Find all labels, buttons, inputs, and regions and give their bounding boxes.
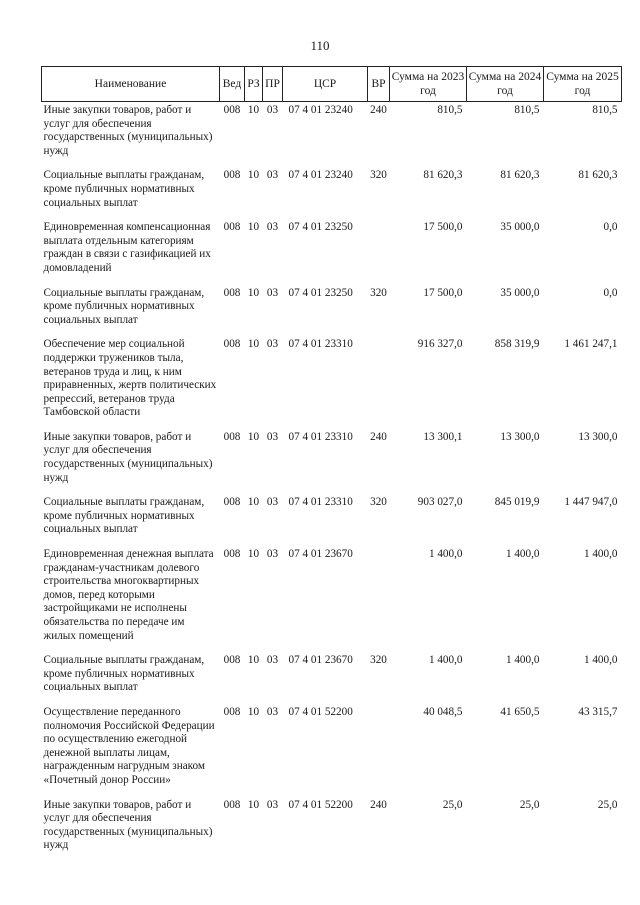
row-ved: 008 [223, 104, 241, 116]
row-sum-2024: 13 300,0 [500, 430, 540, 443]
row-sum-2023: 1 400,0 [428, 654, 463, 667]
row-pr: 03 [266, 104, 279, 116]
row-sum-2023: 81 620,3 [423, 169, 463, 182]
header-sum-2023: Сумма на 2023 год [390, 67, 467, 102]
row-rz: 10 [247, 221, 260, 234]
row-vr: 320 [370, 286, 387, 299]
row-name: Иные закупки товаров, работ и услуг для обеспечения государственных (муниципальных) нужд [43, 104, 213, 157]
row-rz: 10 [247, 548, 260, 561]
table-row [42, 102, 622, 170]
row-ved: 008 [223, 705, 241, 718]
row-sum-2023: 810,5 [437, 104, 463, 116]
table-row [42, 706, 622, 799]
header-sum-2024: Сумма на 2024 год [467, 67, 544, 102]
row-vr: 320 [370, 169, 387, 182]
row-sum-2025: 1 400,0 [583, 654, 618, 667]
row-rz: 10 [247, 169, 260, 182]
row-rz: 10 [247, 496, 260, 509]
row-rz: 10 [247, 654, 260, 667]
row-pr: 03 [266, 705, 279, 718]
row-csr: 07 4 01 52200 [288, 705, 353, 718]
table-row [42, 654, 622, 706]
header-csr: ЦСР [283, 67, 368, 102]
row-sum-2025: 1 461 247,1 [564, 338, 618, 351]
row-ved: 008 [223, 338, 241, 351]
row-sum-2025: 43 315,7 [578, 705, 618, 718]
row-sum-2023: 17 500,0 [423, 286, 463, 299]
row-sum-2023: 1 400,0 [428, 548, 463, 561]
budget-table [41, 66, 622, 864]
row-vr [368, 338, 390, 431]
row-csr: 07 4 01 23310 [288, 430, 353, 443]
table-row [42, 496, 622, 548]
row-name: Иные закупки товаров, работ и услуг для обеспечения государственных (муниципальных) нужд [43, 430, 213, 484]
row-ved: 008 [223, 286, 241, 299]
row-name: Социальные выплаты гражданам, кроме публичных нормативных социальных выплат [43, 169, 205, 209]
row-ved: 008 [223, 169, 241, 182]
row-sum-2025: 0,0 [603, 286, 618, 299]
row-ved: 008 [223, 430, 241, 443]
row-sum-2023: 903 027,0 [417, 496, 463, 509]
table-row [42, 431, 622, 496]
row-csr: 07 4 01 23670 [288, 654, 353, 667]
row-sum-2024: 1 400,0 [505, 548, 540, 561]
row-sum-2024: 35 000,0 [500, 221, 540, 234]
row-sum-2023: 13 300,1 [423, 430, 463, 443]
row-rz: 10 [247, 705, 260, 718]
row-csr: 07 4 01 23240 [288, 104, 353, 116]
row-sum-2024: 41 650,5 [500, 705, 540, 718]
row-sum-2025: 13 300,0 [578, 430, 618, 443]
row-csr: 07 4 01 23310 [288, 338, 353, 351]
header-ved: Вед [220, 67, 245, 102]
table-row [42, 338, 622, 431]
row-pr: 03 [266, 496, 279, 509]
table-body [42, 102, 622, 864]
header-sum-2025: Сумма на 2025 год [544, 67, 622, 102]
row-pr: 03 [266, 338, 279, 351]
row-csr: 07 4 01 23240 [288, 169, 353, 182]
row-pr: 03 [266, 169, 279, 182]
row-ved: 008 [223, 221, 241, 234]
row-csr: 07 4 01 52200 [288, 798, 353, 811]
row-pr: 03 [266, 221, 279, 234]
table-row [42, 169, 622, 221]
table-header [42, 67, 622, 102]
row-sum-2024: 858 319,9 [494, 338, 540, 351]
row-vr [368, 221, 390, 286]
row-vr: 240 [370, 430, 387, 443]
row-ved: 008 [223, 654, 241, 667]
row-sum-2025: 1 400,0 [583, 548, 618, 561]
row-name: Социальные выплаты гражданам, кроме публичных нормативных социальных выплат [43, 654, 205, 694]
row-sum-2024: 810,5 [514, 104, 540, 116]
table-row [42, 221, 622, 286]
row-vr: 320 [370, 654, 387, 667]
header-pr: ПР [263, 67, 283, 102]
row-csr: 07 4 01 23250 [288, 286, 353, 299]
row-pr: 03 [266, 798, 279, 811]
row-sum-2024: 25,0 [519, 798, 540, 811]
row-sum-2023: 916 327,0 [417, 338, 463, 351]
row-rz: 10 [247, 104, 260, 116]
row-name: Осуществление переданного полномочия Российской Федерации по осуществлению ежегодной денежной выплаты лицам, награжденным нагрудным знаком «Почетный донор России» [43, 705, 215, 786]
row-sum-2023: 17 500,0 [423, 221, 463, 234]
row-vr: 240 [370, 798, 387, 811]
row-ved: 008 [223, 798, 241, 811]
row-sum-2025: 1 447 947,0 [564, 496, 618, 509]
row-name: Единовременная компенсационная выплата отдельным категориям граждан в связи с газификацией их домовладений [43, 221, 211, 274]
table-row [42, 548, 622, 654]
table-row [42, 799, 622, 864]
row-csr: 07 4 01 23250 [288, 221, 353, 234]
row-rz: 10 [247, 430, 260, 443]
row-sum-2024: 845 019,9 [494, 496, 540, 509]
row-sum-2023: 25,0 [442, 798, 463, 811]
row-csr: 07 4 01 23310 [288, 496, 353, 509]
row-sum-2024: 81 620,3 [500, 169, 540, 182]
row-pr: 03 [266, 430, 279, 443]
row-pr: 03 [266, 548, 279, 561]
row-vr [368, 548, 390, 654]
row-sum-2025: 81 620,3 [578, 169, 618, 182]
header-rz: РЗ [245, 67, 263, 102]
row-name: Единовременная денежная выплата гражданам-участникам долевого строительства многоквартирных домов, перед которыми застройщиками не исполнены обязательства по передаче им жилых помещений [43, 548, 214, 642]
row-rz: 10 [247, 338, 260, 351]
row-sum-2025: 25,0 [597, 798, 618, 811]
row-sum-2025: 0,0 [603, 221, 618, 234]
row-vr: 240 [370, 104, 387, 116]
page-number: 110 [310, 38, 330, 53]
row-name: Социальные выплаты гражданам, кроме публичных нормативных социальных выплат [43, 496, 205, 536]
row-sum-2024: 35 000,0 [500, 286, 540, 299]
row-csr: 07 4 01 23670 [288, 548, 353, 561]
row-vr: 320 [370, 496, 387, 509]
row-vr [368, 706, 390, 799]
row-sum-2023: 40 048,5 [423, 705, 463, 718]
row-ved: 008 [223, 496, 241, 509]
row-pr: 03 [266, 654, 279, 667]
row-rz: 10 [247, 286, 260, 299]
row-sum-2024: 1 400,0 [505, 654, 540, 667]
row-name: Социальные выплаты гражданам, кроме публичных нормативных социальных выплат [43, 286, 205, 326]
table-row [42, 287, 622, 339]
row-name: Обеспечение мер социальной поддержки тружеников тыла, ветеранов труда и лиц, к ним приравненных, жертв политических репрессий, ветеранов труда Тамбовской области [43, 338, 217, 419]
row-rz: 10 [247, 798, 260, 811]
row-sum-2025: 810,5 [592, 104, 618, 116]
row-name: Иные закупки товаров, работ и услуг для обеспечения государственных (муниципальных) нужд [43, 798, 213, 852]
header-vr: ВР [368, 67, 390, 102]
row-pr: 03 [266, 286, 279, 299]
header-name: Наименование [42, 67, 220, 102]
row-ved: 008 [223, 548, 241, 561]
